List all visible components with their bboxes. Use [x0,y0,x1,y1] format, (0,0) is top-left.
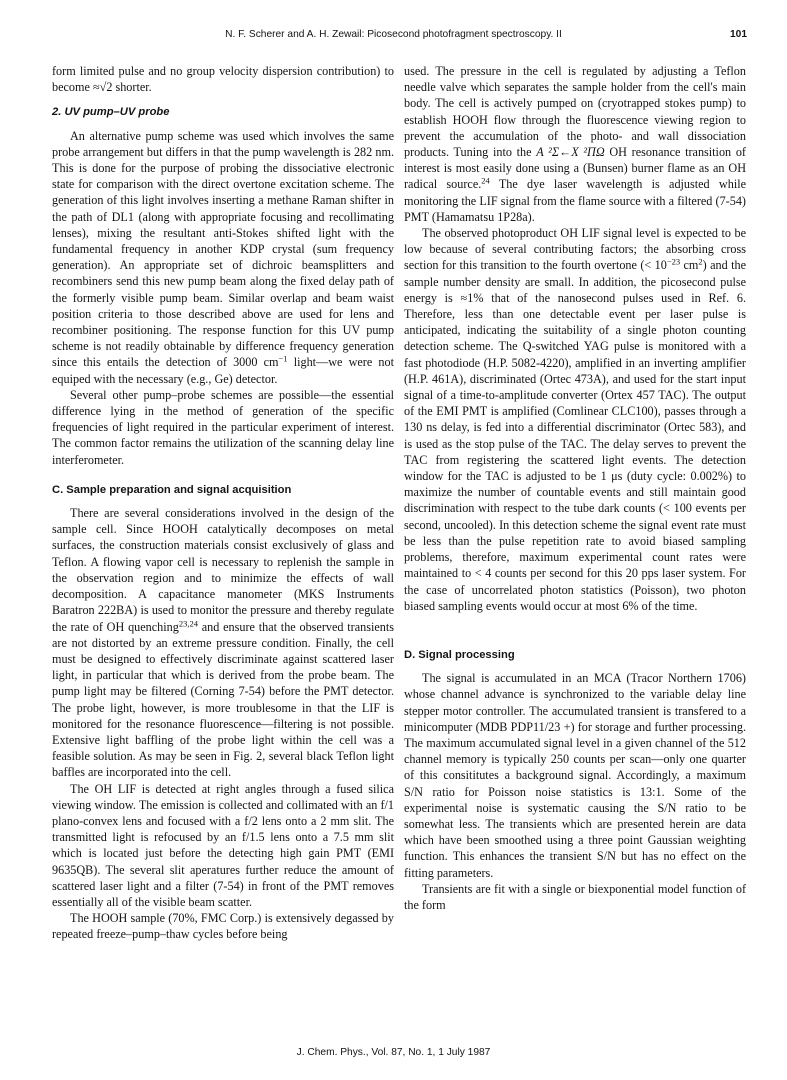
superscript: −1 [278,353,288,364]
paragraph-hooh-sample: The HOOH sample (70%, FMC Corp.) is extensively degassed by repeated freeze–pump–thaw cycles before being [52,911,394,942]
paragraph-signal-processing: The signal is accumulated in an MCA (Tracor Northern 1706) whose channel advance is synchronized to the variable delay line stepper motor controller. The accumulated transient is transfered to a minicomputer (MDB PDP11/23 +) for storage and further processing. The maximum accumulated signal level in a given channel of the 512 channel memory is typically 250 counts per scan—only one quarter of this consititutes a background signal. Accordingly, a maximum S/N ratio for Poisson noise statistics is 13:1. Some of the experimental noise is systematic causing the S/N ratio to be somewhat less. The transients which are presented herein are data which have been smoothed using a three point Gaussian weighting function. This enhances the transient S/N but has no effect on the fitting parameters. [404,671,746,880]
paragraph-sample-cell [52,505,394,780]
paragraph-continuation: form limited pulse and no group velocity dispersion contribution) to become ≈√2 shorter. [52,64,394,95]
superscript: 23,24 [178,617,198,628]
page-number: 101 [730,29,747,40]
paragraph-transient-fit: Transients are fit with a single or biexponential model function of the form [404,881,746,912]
superscript: −23 [666,256,681,267]
superscript: 24 [481,175,490,186]
paragraph-signal-level [404,225,746,614]
paragraph-other-schemes: Several other pump–probe schemes are possible—the essential difference lying in the method of generation of the specific frequencies of light required in the particular experiment of interest. The common factor remains the utilization of the scanning delay line interferometer. [52,387,394,467]
transition-label: A ²Σ←X ²ΠΩ [536,145,605,160]
text-run: used. The pressure in the cell is regulated by adjusting a Teflon needle valve which separates the sample holder from the cell's main body. The cell is actively pumped on (cryotrapped stokes pump) to establish HOOH flow through the fluorescence viewing region to prevent the accumulation of the photo- and wall dissociation products. Tuning into the [404,64,746,160]
section-heading-signal-processing: D. Signal processing [404,648,515,661]
superscript: 2 [698,256,703,267]
journal-citation-footer: J. Chem. Phys., Vol. 87, No. 1, 1 July 1987 [296,1047,491,1058]
left-column [52,63,394,943]
text-run: cm [680,258,699,273]
right-column [404,63,746,913]
text-run: ) and the sample number density are small. In addition, the picosecond pulse energy is ≈1% that of the nanosecond pulses used in Ref. 6. Therefore, less than one detectable event per laser pulse is anticipated, indicating the suitability of a single photon counting detection scheme. The Q-switched YAG pulse is monitored with a fast photodiode (H.P. 5082-4220), amplified in an inverting amplifier (H.P. 461A), discriminated (Ortec 473A), and used for the start input signal of a time-to-amplitude converter (Ortex 457 TAC). The output of the EMI PMT is amplified (Comlinear CLC100), passes through a 130 ns delay, is fed into a differential discriminator (Ortec 583), and is used as the stop pulse of the TAC. The delay serves to prevent the TAC from registering the scattered light events. The detection window for the TAC is adjusted to be 1 μs (duty cycle: 0.002%) to maximize the number of countable events and still maintain good discrimination with respect to the tube dark counts (< 100 events per second, uncooled). In this detection scheme the signal event rate must be less than the pulse repetition rate to avoid biased sampling problems, therefore, maximum experimental count rates were maintained to < 4 counts per second for this 20 pps laser system. For the case of uncorrelated photon statistics (Poisson), two photon biased sampling events would occur at most 6% of the time. [404,258,747,613]
text-run: light—we were not equiped with the necessary (e.g., Ge) detector. [52,355,394,386]
text-run: OH resonance transition of interest is most easily done using a (Bunsen) burner flame as an OH radical source. [404,145,746,192]
text-run: The dye laser wavelength is adjusted while monitoring the LIF signal from the flame source with a filtered (7-54) PMT (Hamamatsu 1P28a). [404,177,746,224]
section-heading-uv-pump-uv-probe: 2. UV pump–UV probe [52,106,170,119]
text-run: and ensure that the observed transients are not distorted by an extreme pressure condition. Finally, the cell must be designed to effectively discriminate against scattered laser light, in particular that which is derived from the probe beam. The pump light may be filtered (Corning 7-54) before the PMT detector. The probe light, however, is more troublesome in that the LIF is monitored for the resonance fluorescence—filtering is not possible. Extensive light baffling of the probe light within the cell was a feasible solution. As may be seen in Fig. 2, several black Teflon light baffles are incorporated into the cell. [52,619,394,780]
paragraph-cell-pressure [404,63,746,225]
paragraph-lif-detection: The OH LIF is detected at right angles through a fused silica viewing window. The emission is collected and collimated with an f/1 plano-convex lens and focused with a f/2 lens onto a 2 mm slit. The transmitted light is refocused by an f/1.5 lens onto a 7.5 mm slit which is located just before the detecting high gain PMT (EMI 9635QB). The several slit aperatures further reduce the amount of scattered laser light and a filter (7-54) in front of the PMT removes essentially all of the visible beam scatter. [52,781,394,909]
text-run: An alternative pump scheme was used which involves the same probe arrangement but differs in that the pump wavelength is 282 nm. This is done for the purpose of probing the dissociative electronic state for comparison with the direct overtone excitation scheme. The generation of this light involves inserting a methane Raman shifter in the path of DL1 (along with appropriate focusing and recollimating lenses), mixing the resultant anti-Stokes shifted light with the fundamental frequency in another KDP crystal (sum frequency generation). An appropriate set of dichroic beamsplitters and recombiners send this new pump beam along the fixed delay path of the formerly visible pump beam. Similar overlap and beam waist position criteria to those described above are used for lens and recombiner positioning. The response function for this UV pump scheme is not readily obtainable by difference frequency generation since this entails the detection of 3000 cm [52,128,394,370]
text-run: The observed photoproduct OH LIF signal level is expected to be low because of several contributing factors; the absorbing cross section for this transition to the fourth overtone (< 10 [404,226,746,273]
paragraph-uv-pump-scheme [52,128,394,387]
section-gap [404,614,746,638]
running-header [40,29,747,45]
running-title: N. F. Scherer and A. H. Zewail: Picosecond photofragment spectroscopy. II [225,29,562,40]
text-run: There are several considerations involved in the design of the sample cell. Since HOOH catalytically decomposes on metal surfaces, the construction materials consist exclusively of glass and Teflon. A flowing vapor cell is necessary to replenish the sample in the observation region and to minimize the effects of wall decomposition. A capacitance manometer (MKS Instruments Baratron 222BA) is used to monitor the pressure and thereby regulate the rate of OH quenching [52,506,394,634]
section-heading-sample-preparation: C. Sample preparation and signal acquisition [52,483,292,496]
